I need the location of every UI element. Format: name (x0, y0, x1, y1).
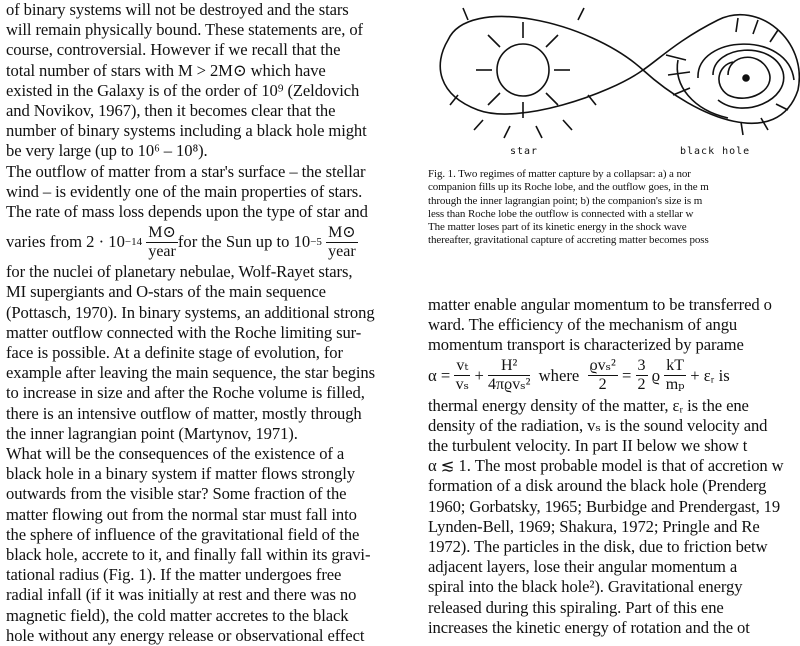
text-line: 1972). The particles in the disk, due to friction betw (428, 537, 768, 557)
figure-1 (428, 0, 800, 162)
text-line: hole without any energy release or observational effect (6, 625, 365, 645)
text-line: will remain physically bound. These statements are, of (6, 20, 363, 40)
text-line: momentum transport is characterized by parame (428, 335, 744, 355)
text-line: tational radius (Fig. 1). If the matter undergoes free (6, 565, 342, 585)
text-line: the turbulent velocity. In part II below we show t (428, 436, 748, 456)
text-line: there is an intensive outflow of matter, mostly through (6, 403, 362, 423)
text-line: (Pottasch, 1970). In binary systems, an additional strong (6, 302, 375, 322)
black-hole-label: black hole (680, 146, 751, 157)
frac-numerator: ϱvₛ² (589, 357, 616, 375)
roche-lobe-diagram (428, 0, 800, 162)
text-line: increases the kinetic energy of rotation and the ot (428, 617, 750, 637)
text-line: to increase in size and after the Roche volume is filled, (6, 383, 365, 403)
text-line: ward. The efficiency of the mechanism of angu (428, 315, 738, 335)
text-line: black hole in a binary system if matter flows strongly (6, 464, 355, 484)
text-line: thermal energy density of the matter, εᵣ is the ene (428, 395, 749, 415)
caption-line: companion fills up its Roche lobe, and the outflow goes, in the m (428, 181, 709, 194)
text-line: total number of stars with M > 2M⊙ which have (6, 60, 326, 80)
text-line: density of the radiation, vₛ is the sound velocity and (428, 415, 768, 435)
star-label: star (510, 146, 539, 157)
roche-lobe-outline (440, 15, 799, 124)
frac-numerator: kT (666, 357, 685, 375)
eq-epsilon: + εᵣ is (690, 365, 730, 385)
text-line: MI supergiants and O-stars of the main sequence (6, 282, 326, 302)
figure-caption (428, 168, 800, 248)
text-line: existed in the Galaxy is of the order of 10⁹ (Zeldovich (6, 80, 360, 100)
left-column (6, 0, 402, 646)
frac-denominator: 4πϱvₛ² (487, 376, 531, 394)
text-line: adjacent layers, lose their angular momentum a (428, 557, 738, 577)
right-column (428, 295, 800, 638)
frac-denominator: year (148, 242, 176, 260)
text-line: outwards from the visible star? Some fraction of the (6, 484, 347, 504)
eq-mid: for the Sun up to 10 (177, 232, 311, 252)
fraction-kt-mp (664, 357, 686, 394)
text-line: course, controversial. However if we recall that the (6, 40, 341, 60)
text-line: and Novikov, 1967), then it becomes clear that the (6, 101, 336, 121)
frac-numerator: 3 (637, 357, 646, 375)
text-line: of binary systems will not be destroyed and the stars (6, 0, 349, 19)
text-line: for the nuclei of planetary nebulae, Wolf-Rayet stars, (6, 262, 353, 282)
caption-line: The matter loses part of its kinetic energy in the shock wave (428, 221, 687, 234)
frac-denominator: 2 (637, 376, 646, 394)
text-line: matter enable angular momentum to be transferred o (428, 295, 772, 314)
text-line: matter flowing out from the normal star must fall into (6, 504, 357, 524)
frac-numerator: M⊙ (328, 223, 356, 241)
fraction-msun-year-1 (146, 224, 178, 261)
text-line: What will be the consequences of the existence of a (6, 444, 345, 464)
fraction-h2 (488, 357, 530, 394)
eq-alpha: α = (428, 365, 451, 385)
text-line: face is possible. At a definite stage of evolution, for (6, 343, 343, 363)
text-line: the inner lagrangian point (Martynov, 1971). (6, 423, 298, 443)
text-line: example after leaving the main sequence, the star begins (6, 363, 375, 383)
text-line: released during this spiraling. Part of this ene (428, 597, 724, 617)
frac-denominator: mₚ (665, 376, 685, 394)
text-line: magnetic field), the cold matter accretes to the black (6, 605, 349, 625)
caption-line: thereafter, gravitational capture of accreting matter becomes poss (428, 234, 709, 247)
caption-line: less than Roche lobe the outflow is connected with a stellar w (428, 207, 694, 220)
caption-line: through the inner lagrangian point; b) the companion's size is m (428, 194, 703, 207)
text-line: formation of a disk around the black hole (Prenderg (428, 476, 767, 496)
frac-numerator: M⊙ (148, 223, 176, 241)
text-line: black hole, accrete to it, and finally fall within its gravi- (6, 545, 371, 565)
left-paragraphs-bottom (6, 262, 402, 646)
text-line: The outflow of matter from a star's surface – the stellar (6, 161, 366, 181)
text-line: wind – is evidently one of the main properties of stars. (6, 181, 363, 201)
fraction-msun-year-2 (326, 224, 358, 261)
left-paragraphs-top (6, 0, 402, 222)
eq-prefix: varies from 2 · 10 (6, 232, 125, 252)
alpha-equation: α = $\frac{\text{vₜ}}{\text{vₛ}}$ + $\frac{\text{H²}}{\text{4πϱvₛ²}}$ where $\frac{\text{ϱvₛ²}}{2}$ = $\frac{3}{2}$ ϱ $\frac{kT}{\text{mₚ}}$ + εᵣ is (428, 357, 730, 394)
text-line: the sphere of influence of the gravitational field of the (6, 524, 360, 544)
text-line: matter outflow connected with the Roche limiting sur- (6, 322, 362, 342)
frac-numerator: H² (488, 357, 530, 376)
text-line: be very large (up to 10⁶ – 10⁸). (6, 141, 208, 161)
frac-numerator: vₜ (456, 357, 469, 375)
text-line: number of binary systems including a black hole might (6, 121, 367, 141)
star-circle (497, 44, 549, 96)
eq-where: where (538, 365, 580, 385)
text-line: The rate of mass loss depends upon the type of star and (6, 202, 368, 222)
text-line: α ≲ 1. The most probable model is that of accretion w (428, 456, 784, 476)
text-line: 1960; Gorbatsky, 1965; Burbidge and Prendergast, 19 (428, 496, 781, 516)
stellar-wind-lines (450, 8, 596, 138)
text-line: Lynden-Bell, 1969; Shakura, 1972; Pringle and Re (428, 516, 760, 536)
fraction-vt-vs (454, 357, 470, 394)
fraction-rho-vs2 (588, 357, 618, 394)
caption-line: Fig. 1. Two regimes of matter capture by a collapsar: a) a nor (428, 168, 691, 180)
fraction-3-2 (636, 357, 648, 394)
frac-denominator: vₛ (455, 376, 470, 394)
mass-loss-equation: varies from 2 · 10 −14 $\frac{M⊙}{\text{year}}$ for the Sun up to 10 −5 $\frac{M⊙}{\text{year}}$ (6, 223, 356, 260)
frac-denominator: year (328, 242, 356, 260)
text-line: spiral into the black hole²). Gravitational energy (428, 577, 743, 597)
frac-denominator: 2 (598, 376, 607, 394)
black-hole-dot (743, 75, 749, 81)
text-line: radial infall (if it was initially at rest and there was no (6, 585, 357, 605)
accretion-disk-swirl (666, 18, 794, 135)
